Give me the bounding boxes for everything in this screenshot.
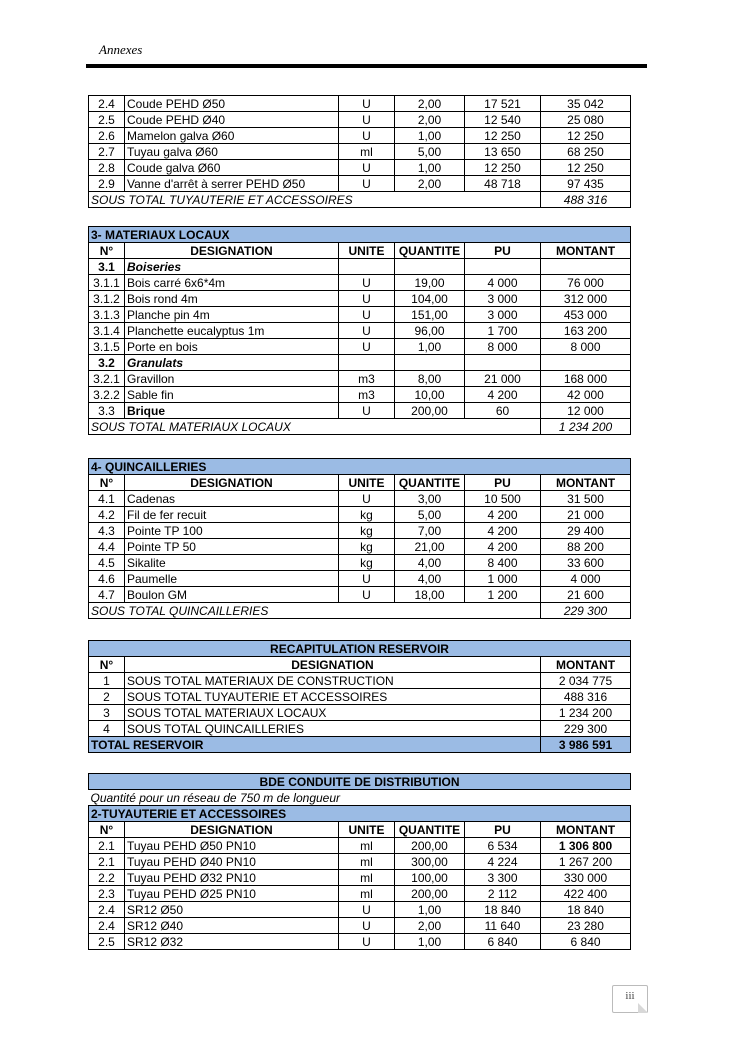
item-number: 2.3 <box>89 886 125 902</box>
col-header-quantite: QUANTITE <box>395 475 465 491</box>
subtotal-label: SOUS TOTAL TUYAUTERIE ET ACCESSOIRES <box>89 192 541 208</box>
item-quantity: 300,00 <box>395 854 465 870</box>
item-number: 4.2 <box>89 507 125 523</box>
item-unit: U <box>339 323 395 339</box>
item-unit <box>339 355 395 371</box>
item-amount: 18 840 <box>541 902 631 918</box>
item-designation: Sikalite <box>125 555 339 571</box>
col-header-quantite: QUANTITE <box>395 243 465 259</box>
section-title-row <box>89 227 631 243</box>
item-unit: U <box>339 176 395 192</box>
item-quantity: 19,00 <box>395 275 465 291</box>
item-unit-price: 48 718 <box>465 176 541 192</box>
section-title-row <box>89 459 631 475</box>
total-value: 3 986 591 <box>541 737 631 753</box>
item-designation: Cadenas <box>125 491 339 507</box>
item-unit: U <box>339 291 395 307</box>
item-unit-price: 12 250 <box>465 128 541 144</box>
item-amount: 6 840 <box>541 934 631 950</box>
item-amount: 4 000 <box>541 571 631 587</box>
item-designation: Boiseries <box>125 259 339 275</box>
item-number: 4.4 <box>89 539 125 555</box>
item-unit-price: 6 840 <box>465 934 541 950</box>
table-row <box>89 902 631 918</box>
item-amount: 2 034 775 <box>541 673 631 689</box>
item-quantity: 1,00 <box>395 160 465 176</box>
item-unit-price: 4 200 <box>465 387 541 403</box>
header-rule <box>86 64 647 68</box>
item-unit-price: 3 300 <box>465 870 541 886</box>
bde-table <box>88 773 631 950</box>
item-unit: ml <box>339 854 395 870</box>
item-designation: Tuyau PEHD Ø32 PN10 <box>125 870 339 886</box>
column-header-row <box>89 657 631 673</box>
item-number: 4 <box>89 721 125 737</box>
table-row <box>89 160 631 176</box>
item-unit-price: 21 000 <box>465 371 541 387</box>
table-row <box>89 144 631 160</box>
section-title: 4- QUINCAILLERIES <box>89 459 631 475</box>
item-quantity <box>395 259 465 275</box>
section-title: RECAPITULATION RESERVOIR <box>89 641 631 657</box>
item-amount: 35 042 <box>541 96 631 112</box>
item-quantity: 5,00 <box>395 144 465 160</box>
table-row <box>89 387 631 403</box>
item-designation: SOUS TOTAL TUYAUTERIE ET ACCESSOIRES <box>125 689 541 705</box>
item-unit <box>339 259 395 275</box>
table-row <box>89 689 631 705</box>
table-row <box>89 339 631 355</box>
item-number: 2.4 <box>89 96 125 112</box>
item-number: 2 <box>89 689 125 705</box>
item-quantity: 4,00 <box>395 571 465 587</box>
item-unit: U <box>339 918 395 934</box>
subtotal-value: 488 316 <box>541 192 631 208</box>
section-title-row <box>89 774 631 790</box>
item-unit-price: 1 700 <box>465 323 541 339</box>
item-amount: 8 000 <box>541 339 631 355</box>
item-number: 3.2.1 <box>89 371 125 387</box>
col-header-n: N° <box>89 243 125 259</box>
item-unit: U <box>339 96 395 112</box>
section-title: 3- MATERIAUX LOCAUX <box>89 227 631 243</box>
table-row <box>89 355 631 371</box>
item-unit-price <box>465 355 541 371</box>
col-header-montant: MONTANT <box>541 243 631 259</box>
item-designation: Vanne d'arrêt à serrer PEHD Ø50 <box>125 176 339 192</box>
item-designation: Bois rond 4m <box>125 291 339 307</box>
item-unit: kg <box>339 523 395 539</box>
page-number-label: iii <box>625 990 635 1002</box>
item-designation: SR12 Ø50 <box>125 902 339 918</box>
item-number: 3.3 <box>89 403 125 419</box>
table-row <box>89 705 631 721</box>
page-fold-icon <box>638 1003 648 1013</box>
total-label: TOTAL RESERVOIR <box>89 737 541 753</box>
item-unit-price: 10 500 <box>465 491 541 507</box>
col-header-unite: UNITE <box>339 822 395 838</box>
item-amount: 12 000 <box>541 403 631 419</box>
item-designation: Planchette eucalyptus 1m <box>125 323 339 339</box>
item-unit-price: 12 250 <box>465 160 541 176</box>
col-header-designation: DESIGNATION <box>125 822 339 838</box>
col-header-quantite: QUANTITE <box>395 822 465 838</box>
item-number: 1 <box>89 673 125 689</box>
item-unit: m3 <box>339 371 395 387</box>
materiaux-locaux-table <box>88 226 631 435</box>
item-unit-price: 12 540 <box>465 112 541 128</box>
item-number: 4.1 <box>89 491 125 507</box>
item-unit: ml <box>339 838 395 854</box>
item-unit: m3 <box>339 387 395 403</box>
item-number: 3.2 <box>89 355 125 371</box>
item-number: 2.9 <box>89 176 125 192</box>
item-designation: Coude PEHD Ø40 <box>125 112 339 128</box>
item-amount: 97 435 <box>541 176 631 192</box>
item-quantity: 7,00 <box>395 523 465 539</box>
item-designation: Tuyau PEHD Ø25 PN10 <box>125 886 339 902</box>
item-unit: U <box>339 307 395 323</box>
item-number: 2.5 <box>89 934 125 950</box>
item-amount: 422 400 <box>541 886 631 902</box>
item-designation: Coude galva Ø60 <box>125 160 339 176</box>
item-amount: 168 000 <box>541 371 631 387</box>
item-quantity: 1,00 <box>395 934 465 950</box>
table-row <box>89 491 631 507</box>
item-quantity: 2,00 <box>395 176 465 192</box>
table-row <box>89 403 631 419</box>
section-title-row <box>89 806 631 822</box>
table-row <box>89 571 631 587</box>
item-unit: kg <box>339 507 395 523</box>
table-row <box>89 918 631 934</box>
table-row <box>89 838 631 854</box>
item-unit-price: 17 521 <box>465 96 541 112</box>
item-designation: Bois carré 6x6*4m <box>125 275 339 291</box>
item-designation: SOUS TOTAL MATERIAUX DE CONSTRUCTION <box>125 673 541 689</box>
item-quantity: 21,00 <box>395 539 465 555</box>
item-number: 2.1 <box>89 838 125 854</box>
item-number: 4.5 <box>89 555 125 571</box>
item-designation: Tuyau PEHD Ø50 PN10 <box>125 838 339 854</box>
table-row <box>89 259 631 275</box>
item-number: 2.4 <box>89 902 125 918</box>
item-unit: kg <box>339 539 395 555</box>
item-amount: 31 500 <box>541 491 631 507</box>
item-unit-price: 60 <box>465 403 541 419</box>
item-number: 2.5 <box>89 112 125 128</box>
table-row <box>89 307 631 323</box>
item-quantity: 1,00 <box>395 128 465 144</box>
item-designation: Tuyau PEHD Ø40 PN10 <box>125 854 339 870</box>
item-quantity: 4,00 <box>395 555 465 571</box>
item-designation: Granulats <box>125 355 339 371</box>
item-quantity: 100,00 <box>395 870 465 886</box>
item-quantity: 2,00 <box>395 112 465 128</box>
table-row <box>89 854 631 870</box>
item-designation: Planche pin 4m <box>125 307 339 323</box>
item-unit-price: 2 112 <box>465 886 541 902</box>
item-unit: U <box>339 339 395 355</box>
page-number <box>612 985 648 1013</box>
item-quantity: 200,00 <box>395 838 465 854</box>
table-row <box>89 96 631 112</box>
item-unit-price: 4 200 <box>465 507 541 523</box>
item-number: 4.6 <box>89 571 125 587</box>
item-unit-price: 4 224 <box>465 854 541 870</box>
section-subtitle: 2-TUYAUTERIE ET ACCESSOIRES <box>89 806 631 822</box>
item-amount: 68 250 <box>541 144 631 160</box>
item-designation: Tuyau galva Ø60 <box>125 144 339 160</box>
item-amount: 1 234 200 <box>541 705 631 721</box>
item-amount: 330 000 <box>541 870 631 886</box>
table-row <box>89 539 631 555</box>
item-number: 2.1 <box>89 854 125 870</box>
total-row <box>89 737 631 753</box>
col-header-pu: PU <box>465 822 541 838</box>
item-unit: U <box>339 403 395 419</box>
subtotal-row <box>89 192 631 208</box>
item-designation: Pointe TP 50 <box>125 539 339 555</box>
item-designation: Boulon GM <box>125 587 339 603</box>
item-unit-price: 6 534 <box>465 838 541 854</box>
col-header-unite: UNITE <box>339 243 395 259</box>
item-unit-price: 1 200 <box>465 587 541 603</box>
table-row <box>89 275 631 291</box>
item-number: 2.7 <box>89 144 125 160</box>
item-quantity: 1,00 <box>395 902 465 918</box>
item-number: 2.4 <box>89 918 125 934</box>
item-amount: 88 200 <box>541 539 631 555</box>
item-unit: ml <box>339 870 395 886</box>
item-number: 2.2 <box>89 870 125 886</box>
item-designation: Paumelle <box>125 571 339 587</box>
tuyauterie-table <box>88 95 631 208</box>
item-number: 3.1.5 <box>89 339 125 355</box>
item-amount: 29 400 <box>541 523 631 539</box>
item-unit-price: 3 000 <box>465 307 541 323</box>
item-unit-price: 18 840 <box>465 902 541 918</box>
item-amount: 33 600 <box>541 555 631 571</box>
item-designation: Porte en bois <box>125 339 339 355</box>
item-unit: kg <box>339 555 395 571</box>
item-amount: 23 280 <box>541 918 631 934</box>
item-unit: U <box>339 587 395 603</box>
item-unit-price <box>465 259 541 275</box>
section-title: BDE CONDUITE DE DISTRIBUTION <box>89 774 631 790</box>
item-number: 3.1.3 <box>89 307 125 323</box>
item-unit-price: 4 200 <box>465 523 541 539</box>
col-header-unite: UNITE <box>339 475 395 491</box>
item-quantity: 2,00 <box>395 96 465 112</box>
item-designation: SR12 Ø40 <box>125 918 339 934</box>
item-number: 3.1.4 <box>89 323 125 339</box>
item-quantity: 2,00 <box>395 918 465 934</box>
item-unit: U <box>339 275 395 291</box>
item-amount: 25 080 <box>541 112 631 128</box>
item-unit-price: 4 000 <box>465 275 541 291</box>
section-title-row <box>89 641 631 657</box>
subtotal-value: 229 300 <box>541 603 631 619</box>
col-header-designation: DESIGNATION <box>125 657 541 673</box>
item-amount: 229 300 <box>541 721 631 737</box>
table-row <box>89 886 631 902</box>
subtotal-label: SOUS TOTAL MATERIAUX LOCAUX <box>89 419 541 435</box>
item-quantity: 104,00 <box>395 291 465 307</box>
item-number: 3 <box>89 705 125 721</box>
item-quantity: 1,00 <box>395 339 465 355</box>
item-designation: SOUS TOTAL QUINCAILLERIES <box>125 721 541 737</box>
item-amount: 12 250 <box>541 160 631 176</box>
col-header-n: N° <box>89 822 125 838</box>
table-row <box>89 128 631 144</box>
subtotal-row <box>89 419 631 435</box>
col-header-montant: MONTANT <box>541 822 631 838</box>
item-amount <box>541 355 631 371</box>
item-designation: Sable fin <box>125 387 339 403</box>
item-unit-price: 8 400 <box>465 555 541 571</box>
quincailleries-table <box>88 458 631 619</box>
item-amount: 21 000 <box>541 507 631 523</box>
item-quantity: 3,00 <box>395 491 465 507</box>
item-unit-price: 11 640 <box>465 918 541 934</box>
table-row <box>89 721 631 737</box>
item-quantity: 200,00 <box>395 886 465 902</box>
col-header-montant: MONTANT <box>541 657 631 673</box>
table-row <box>89 523 631 539</box>
item-unit: ml <box>339 886 395 902</box>
item-unit: U <box>339 112 395 128</box>
table-row <box>89 176 631 192</box>
item-designation: Brique <box>125 403 339 419</box>
item-quantity: 18,00 <box>395 587 465 603</box>
col-header-pu: PU <box>465 475 541 491</box>
item-designation: SOUS TOTAL MATERIAUX LOCAUX <box>125 705 541 721</box>
item-unit-price: 4 200 <box>465 539 541 555</box>
item-unit: U <box>339 160 395 176</box>
table-row <box>89 291 631 307</box>
col-header-n: N° <box>89 475 125 491</box>
item-unit-price: 8 000 <box>465 339 541 355</box>
table-row <box>89 673 631 689</box>
item-number: 4.3 <box>89 523 125 539</box>
item-unit-price: 1 000 <box>465 571 541 587</box>
item-designation: SR12 Ø32 <box>125 934 339 950</box>
recap-table <box>88 640 631 753</box>
running-header: Annexes <box>99 42 143 57</box>
table-row <box>89 112 631 128</box>
item-designation: Coude PEHD Ø50 <box>125 96 339 112</box>
item-unit: U <box>339 902 395 918</box>
table-row <box>89 555 631 571</box>
item-amount: 76 000 <box>541 275 631 291</box>
item-designation: Fil de fer recuit <box>125 507 339 523</box>
item-amount: 488 316 <box>541 689 631 705</box>
column-header-row <box>89 475 631 491</box>
col-header-designation: DESIGNATION <box>125 475 339 491</box>
item-unit: U <box>339 491 395 507</box>
item-number: 4.7 <box>89 587 125 603</box>
item-number: 3.1 <box>89 259 125 275</box>
table-row <box>89 587 631 603</box>
item-number: 2.8 <box>89 160 125 176</box>
table-row <box>89 934 631 950</box>
item-quantity: 200,00 <box>395 403 465 419</box>
table-row <box>89 870 631 886</box>
item-amount: 12 250 <box>541 128 631 144</box>
item-quantity: 10,00 <box>395 387 465 403</box>
col-header-designation: DESIGNATION <box>125 243 339 259</box>
table-row <box>89 371 631 387</box>
item-unit: U <box>339 571 395 587</box>
item-amount: 21 600 <box>541 587 631 603</box>
note-row <box>89 790 631 806</box>
item-amount: 1 306 800 <box>541 838 631 854</box>
column-header-row <box>89 822 631 838</box>
col-header-n: N° <box>89 657 125 673</box>
table-row <box>89 507 631 523</box>
col-header-pu: PU <box>465 243 541 259</box>
subtotal-row <box>89 603 631 619</box>
item-designation: Pointe TP 100 <box>125 523 339 539</box>
item-number: 3.1.2 <box>89 291 125 307</box>
item-quantity: 96,00 <box>395 323 465 339</box>
item-designation: Gravillon <box>125 371 339 387</box>
item-amount: 163 200 <box>541 323 631 339</box>
item-amount: 312 000 <box>541 291 631 307</box>
item-amount: 453 000 <box>541 307 631 323</box>
item-quantity: 8,00 <box>395 371 465 387</box>
item-unit-price: 3 000 <box>465 291 541 307</box>
subtotal-label: SOUS TOTAL QUINCAILLERIES <box>89 603 541 619</box>
item-quantity <box>395 355 465 371</box>
item-number: 3.1.1 <box>89 275 125 291</box>
col-header-montant: MONTANT <box>541 475 631 491</box>
quantity-note: Quantité pour un réseau de 750 m de longueur <box>89 790 631 806</box>
item-quantity: 5,00 <box>395 507 465 523</box>
column-header-row <box>89 243 631 259</box>
item-unit: U <box>339 128 395 144</box>
table-row <box>89 323 631 339</box>
item-unit-price: 13 650 <box>465 144 541 160</box>
item-unit: ml <box>339 144 395 160</box>
item-quantity: 151,00 <box>395 307 465 323</box>
item-unit: U <box>339 934 395 950</box>
subtotal-value: 1 234 200 <box>541 419 631 435</box>
item-amount <box>541 259 631 275</box>
item-number: 3.2.2 <box>89 387 125 403</box>
item-designation: Mamelon galva Ø60 <box>125 128 339 144</box>
item-amount: 42 000 <box>541 387 631 403</box>
item-number: 2.6 <box>89 128 125 144</box>
item-amount: 1 267 200 <box>541 854 631 870</box>
